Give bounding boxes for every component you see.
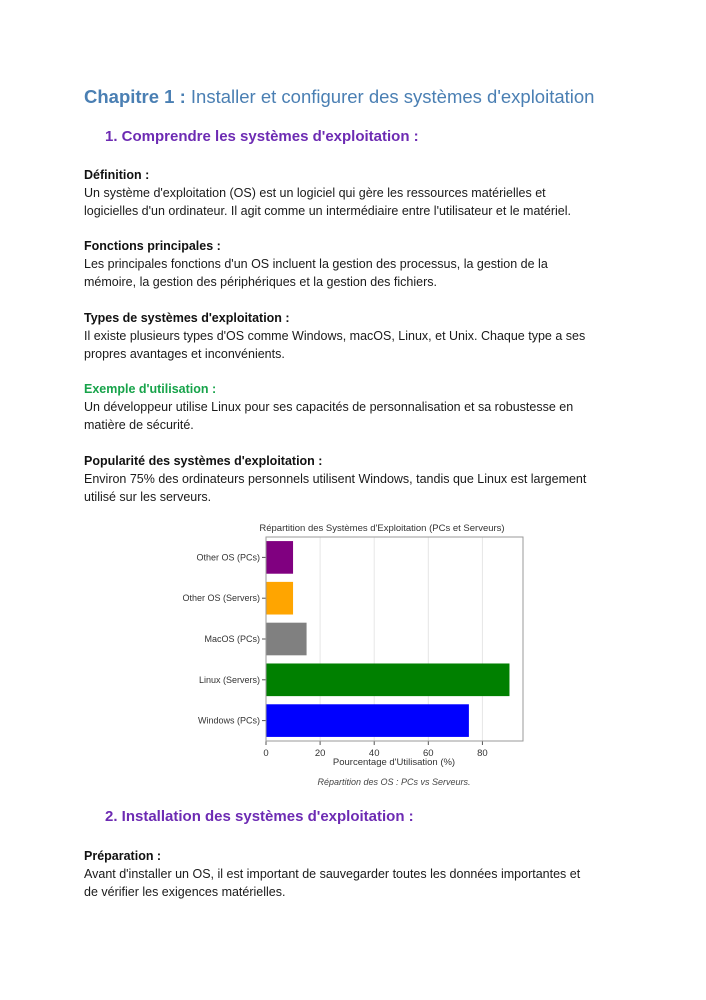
bar: [266, 541, 293, 574]
popularity-line-1: Environ 75% des ordinateurs personnels utilisent Windows, tandis que Linux est largement: [84, 472, 587, 486]
section-title-2: 2. Installation des systèmes d'exploitation :: [105, 808, 414, 825]
y-tick-label: Other OS (PCs): [196, 552, 260, 563]
os-distribution-chart: [180, 517, 540, 792]
x-tick-label: 0: [263, 748, 269, 759]
chart-x-axis-label: Pourcentage d'Utilisation (%): [332, 757, 456, 768]
example-heading: Exemple d'utilisation :: [84, 382, 217, 396]
chapter-number: Chapitre 1 :: [84, 86, 186, 107]
types-line-1: Il existe plusieurs types d'OS comme Windows, macOS, Linux, et Unix. Chaque type a ses: [84, 329, 586, 343]
y-tick-label: MacOS (PCs): [204, 634, 260, 644]
x-tick-label: 20: [314, 748, 326, 759]
popularity-line-2: utilisé sur les serveurs.: [84, 490, 212, 504]
y-tick-label: Linux (Servers): [198, 674, 260, 685]
definition-line-1: Un système d'exploitation (OS) est un logiciel qui gère les ressources matérielles et: [84, 186, 546, 200]
bar: [266, 623, 307, 656]
example-line-2: matière de sécurité.: [84, 418, 194, 432]
chart-bars: [266, 541, 509, 737]
chapter-subtitle: Installer et configurer des systèmes d'exploitation: [190, 86, 595, 107]
preparation-line-1: Avant d'installer un OS, il est important de sauvegarder toutes les données importantes et: [84, 867, 581, 881]
chart-y-tick-labels: [182, 552, 266, 725]
preparation-block: [84, 847, 624, 901]
x-tick-label: 80: [477, 748, 488, 759]
functions-line-2: mémoire, la gestion des périphériques et la gestion des fichiers.: [84, 275, 437, 289]
x-tick-label: 40: [368, 748, 380, 759]
popularity-block: [84, 452, 624, 506]
chapter-title: [84, 86, 594, 108]
y-tick-label: Windows (PCs): [197, 715, 260, 726]
chart-title: Répartition des Systèmes d'Exploitation (PCs et Serveurs): [259, 523, 505, 534]
definition-block: [84, 166, 624, 220]
types-block: [84, 309, 624, 363]
preparation-heading: Préparation :: [84, 849, 162, 863]
bar: [266, 704, 469, 737]
bar: [266, 663, 509, 696]
section-title-1: 1. Comprendre les systèmes d'exploitation :: [105, 128, 419, 145]
bar: [266, 582, 293, 615]
popularity-heading: Popularité des systèmes d'exploitation :: [84, 454, 323, 468]
chart-caption: Répartition des OS : PCs vs Serveurs.: [317, 777, 471, 787]
functions-line-1: Les principales fonctions d'un OS incluent la gestion des processus, la gestion de la: [84, 257, 548, 271]
types-line-2: propres avantages et inconvénients.: [84, 347, 285, 361]
x-tick-label: 60: [423, 748, 434, 759]
y-tick-label: Other OS (Servers): [182, 593, 260, 604]
functions-block: [84, 237, 624, 291]
definition-heading: Définition :: [84, 168, 150, 182]
preparation-line-2: de vérifier les exigences matérielles.: [84, 885, 286, 899]
example-line-1: Un développeur utilise Linux pour ses capacités de personnalisation et sa robustesse en: [84, 400, 574, 414]
types-heading: Types de systèmes d'exploitation :: [84, 311, 290, 325]
functions-heading: Fonctions principales :: [84, 239, 221, 253]
definition-line-2: logicielles d'un ordinateur. Il agit comme un intermédiaire entre l'utilisateur et le matériel.: [84, 204, 571, 218]
example-block: [84, 380, 624, 434]
